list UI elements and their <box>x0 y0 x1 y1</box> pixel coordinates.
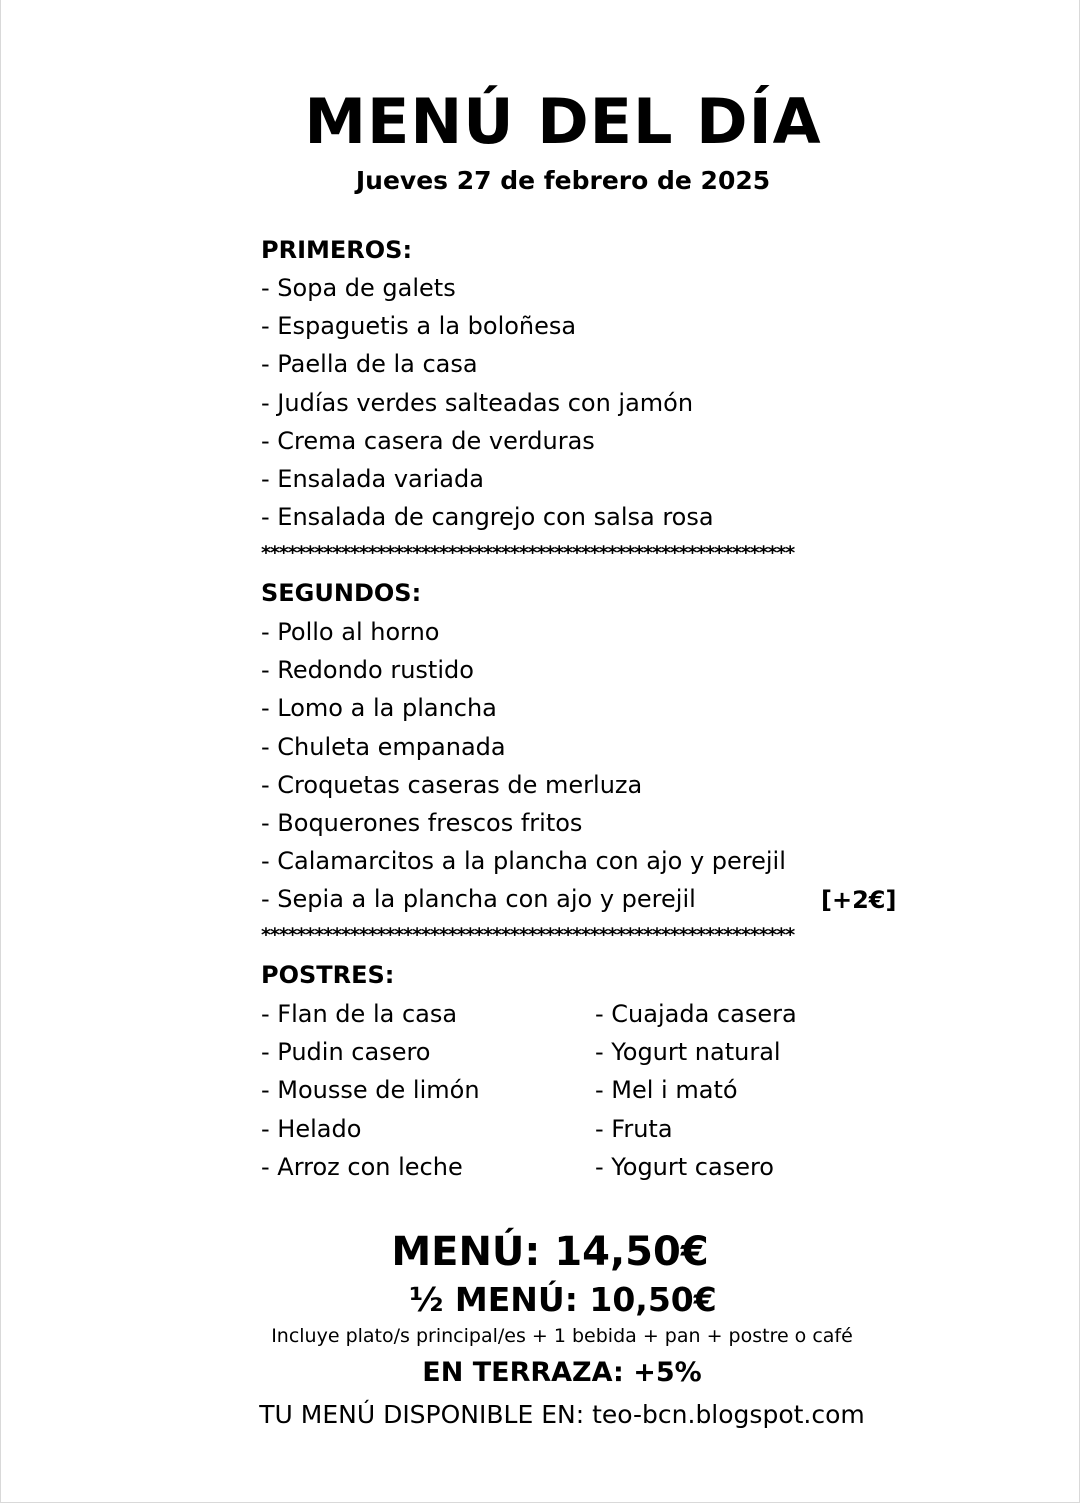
list-item: - Pudin casero <box>261 1038 431 1067</box>
segundos-heading: SEGUNDOS: <box>261 579 422 607</box>
separator-line: ************************************************************ <box>261 924 795 946</box>
list-item: - Cuajada casera <box>595 1000 797 1028</box>
list-item: - Flan de la casa <box>261 1000 458 1028</box>
supplement-badge: [+2€] <box>821 886 897 914</box>
list-item: - Crema casera de verduras <box>261 426 595 455</box>
list-item: - Paella de la casa <box>261 350 478 379</box>
list-item: - Judías verdes salteadas con jamón <box>261 388 694 417</box>
list-item: - Chuleta empanada <box>261 732 506 761</box>
primeros-list <box>261 269 714 536</box>
menu-date: Jueves 27 de febrero de 2025 <box>355 166 771 195</box>
list-item: - Redondo rustido <box>261 656 474 685</box>
list-item: - Arroz con leche <box>261 1152 463 1181</box>
list-item: - Ensalada de cangrejo con salsa rosa <box>261 503 714 532</box>
includes-note: Incluye plato/s principal/es + 1 bebida + pan + postre o café <box>271 1325 853 1347</box>
list-item: - Helado <box>261 1114 362 1143</box>
menu-price: MENÚ: 14,50€ <box>391 1229 709 1275</box>
list-item: - Croquetas caseras de merluza <box>261 770 643 799</box>
postres-heading: POSTRES: <box>261 961 395 989</box>
separator-line: ************************************************************ <box>261 542 795 564</box>
list-item: - Fruta <box>595 1114 673 1143</box>
list-item: - Pollo al horno <box>261 618 440 646</box>
list-item: - Sopa de galets <box>261 274 456 302</box>
list-item: - Yogurt casero <box>595 1152 774 1181</box>
half-menu-price: ½ MENÚ: 10,50€ <box>409 1280 717 1319</box>
list-item: - Mousse de limón <box>261 1076 480 1105</box>
list-item: - Sepia a la plancha con ajo y perejil <box>261 885 696 914</box>
online-menu-link: TU MENÚ DISPONIBLE EN: teo-bcn.blogspot.com <box>259 1400 865 1429</box>
list-item: - Boquerones frescos fritos <box>261 809 583 838</box>
list-item: - Yogurt natural <box>595 1038 781 1067</box>
page-title: MENÚ DEL DÍA <box>304 85 822 158</box>
list-item: - Ensalada variada <box>261 465 484 494</box>
postres-list-left <box>261 995 480 1186</box>
list-item: - Mel i mató <box>595 1076 738 1105</box>
list-item: - Espaguetis a la boloñesa <box>261 312 577 341</box>
list-item: - Calamarcitos a la plancha con ajo y perejil <box>261 847 786 876</box>
primeros-heading: PRIMEROS: <box>261 236 413 264</box>
postres-list-right <box>595 995 797 1186</box>
list-item: - Lomo a la plancha <box>261 694 497 723</box>
terrace-surcharge: EN TERRAZA: +5% <box>422 1357 702 1388</box>
segundos-list <box>261 613 786 919</box>
